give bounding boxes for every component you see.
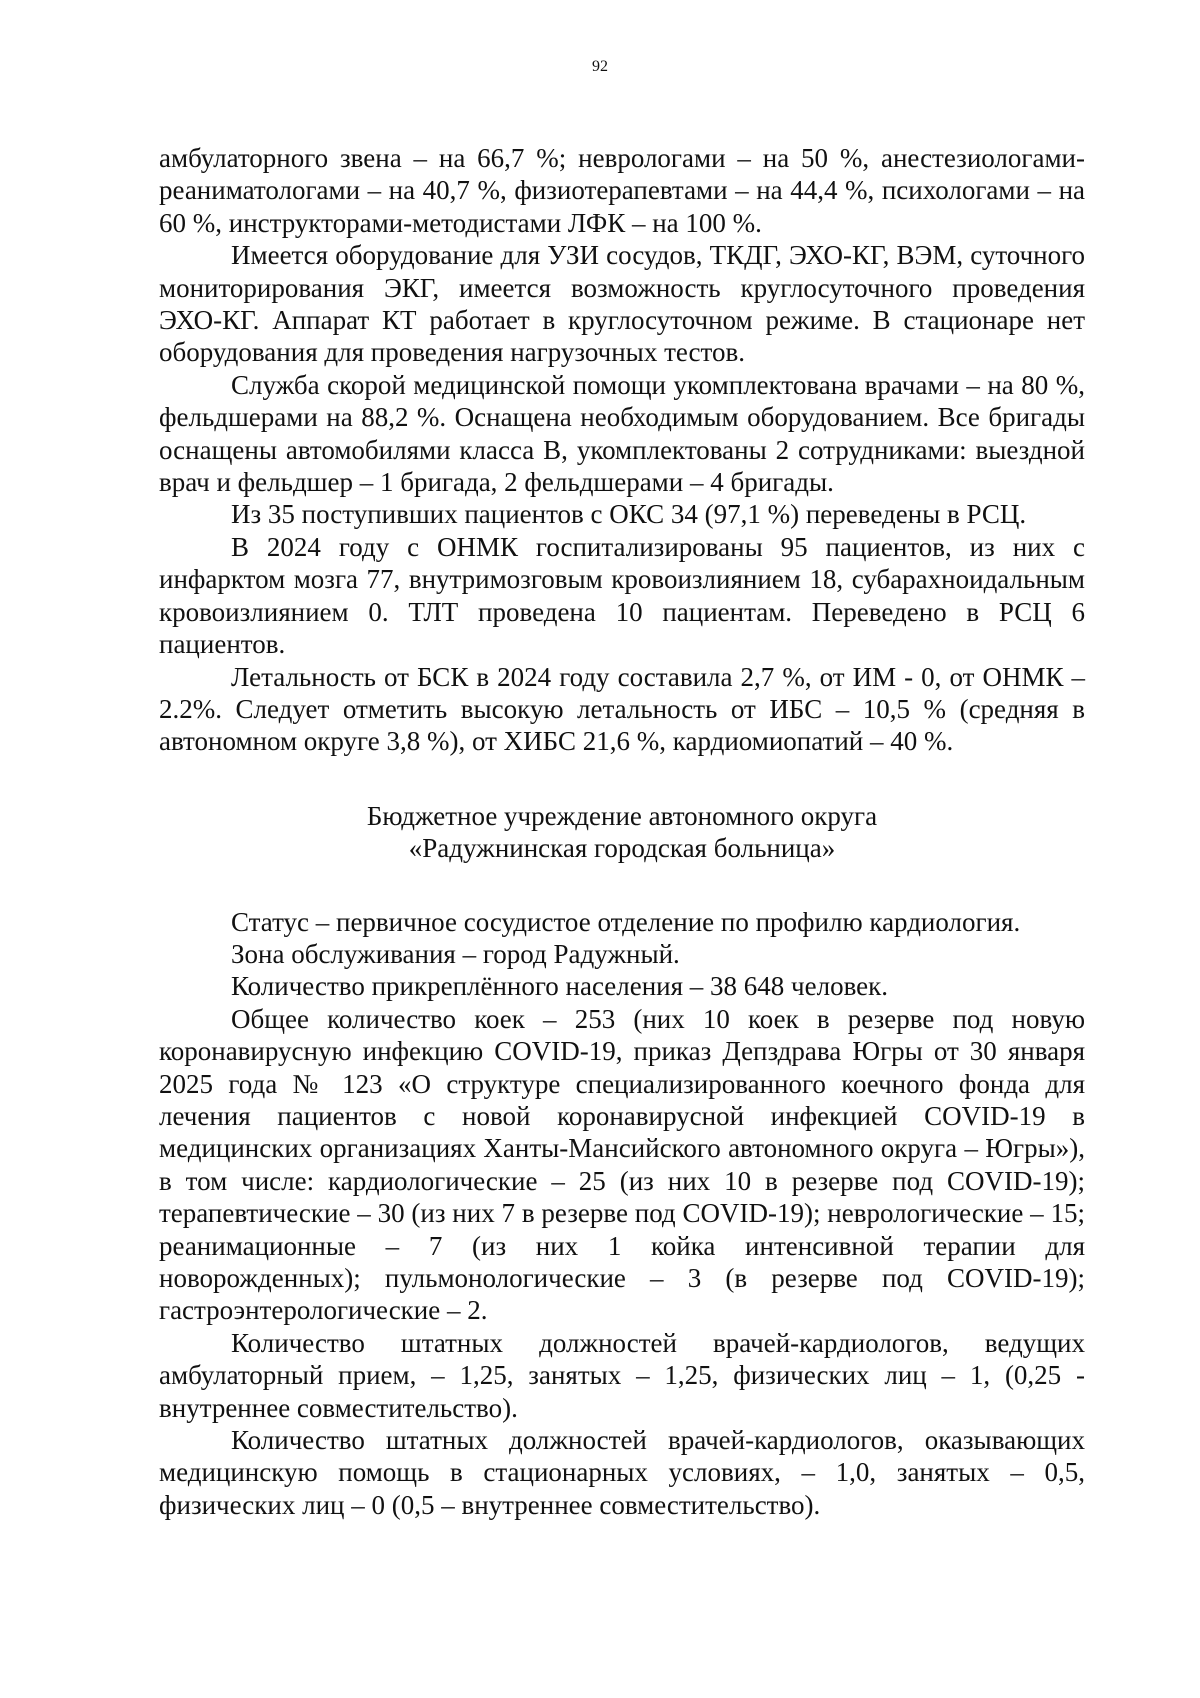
page-number: 92 bbox=[592, 58, 608, 75]
paragraph-status: Статус – первичное сосудистое отделение по профилю кардиология. bbox=[231, 906, 1021, 937]
paragraph-equipment: Имеется оборудование для УЗИ сосудов, ТКДГ, ЭХО-КГ, ВЭМ, суточного мониторирования ЭКГ, имеется возможность круглосуточного проведения ЭХО-КГ. Аппарат КТ работает в круглосуточном режиме. В стационаре нет оборудования для проведения нагрузочных тестов. bbox=[159, 240, 1085, 368]
paragraph-population: Количество прикреплённого населения – 38 648 человек. bbox=[231, 971, 889, 1002]
paragraph-service-zone: Зона обслуживания – город Радужный. bbox=[231, 938, 680, 969]
section-heading bbox=[159, 800, 1085, 865]
paragraph-staffing-continuation: амбулаторного звена – на 66,7 %; неврологами – на 50 %, анестезиологами-реаниматологами – на 40,7 %, физиотерапевтами – на 44,4 %, психологами – на 60 %, инструкторами-методистами ЛФК – на 100 %. bbox=[159, 143, 1085, 238]
paragraph-acs-patients: Из 35 поступивших пациентов с ОКС 34 (97,1 %) переведены в РСЦ. bbox=[231, 499, 1027, 530]
paragraph-mortality: Летальность от БСК в 2024 году составила 2,7 %, от ИМ - 0, от ОНМК – 2.2%. Следует отметить высокую летальность от ИБС – 10,5 % (средняя в автономном округе 3,8 %), от ХИБС 21,6 %, кардиомиопатий – 40 %. bbox=[159, 661, 1085, 757]
section-heading-line-2: «Радужнинская городская больница» bbox=[408, 833, 836, 864]
paragraph-inpatient-cardiologists: Количество штатных должностей врачей-кардиологов, оказывающих медицинскую помощь в стационарных условиях, – 1,0, занятых – 0,5, физических лиц – 0 (0,5 – внутреннее совместительство). bbox=[159, 1425, 1085, 1520]
document-body bbox=[159, 142, 1085, 1521]
paragraph-bed-count: Общее количество коек – 253 (них 10 коек в резерве под новую коронавирусную инфекцию COVID-19, приказ Депздрава Югры от 30 января 2025 года № 123 «О структуре специализированного коечного фонда для лечения пациентов с новой коронавирусной инфекцией COVID-19 в медицинских организациях Ханты-Мансийского автономного округа – Югры»), в том числе: кардиологические – 25 (из них 10 в резерве под COVID-19); терапевтические – 30 (из них 7 в резерве под COVID-19); неврологические – 15; реанимационные – 7 (из них 1 койка интенсивной терапии для новорожденных); пульмонологические – 3 (в резерве под COVID-19); гастроэнтерологические – 2. bbox=[159, 1003, 1085, 1326]
paragraph-stroke-patients: В 2024 году с ОНМК госпитализированы 95 пациентов, из них с инфарктом мозга 77, внутримозговым кровоизлиянием 18, субарахноидальным кровоизлиянием 0. ТЛТ проведена 10 пациентам. Переведено в РСЦ 6 пациентов. bbox=[159, 531, 1085, 660]
paragraph-outpatient-cardiologists: Количество штатных должностей врачей-кардиологов, ведущих амбулаторный прием, – 1,25, занятых – 1,25, физических лиц – 1, (0,25 - внутреннее совместительство). bbox=[159, 1327, 1085, 1423]
section-heading-line-1: Бюджетное учреждение автономного округа bbox=[366, 800, 878, 831]
paragraph-ambulance-service: Служба скорой медицинской помощи укомплектована врачами – на 80 %, фельдшерами на 88,2 %. Оснащена необходимым оборудованием. Все бригады оснащены автомобилями класса B, укомплектованы 2 сотрудниками: выездной врач и фельдшер – 1 бригада, 2 фельдшерами – 4 бригады. bbox=[159, 369, 1085, 498]
